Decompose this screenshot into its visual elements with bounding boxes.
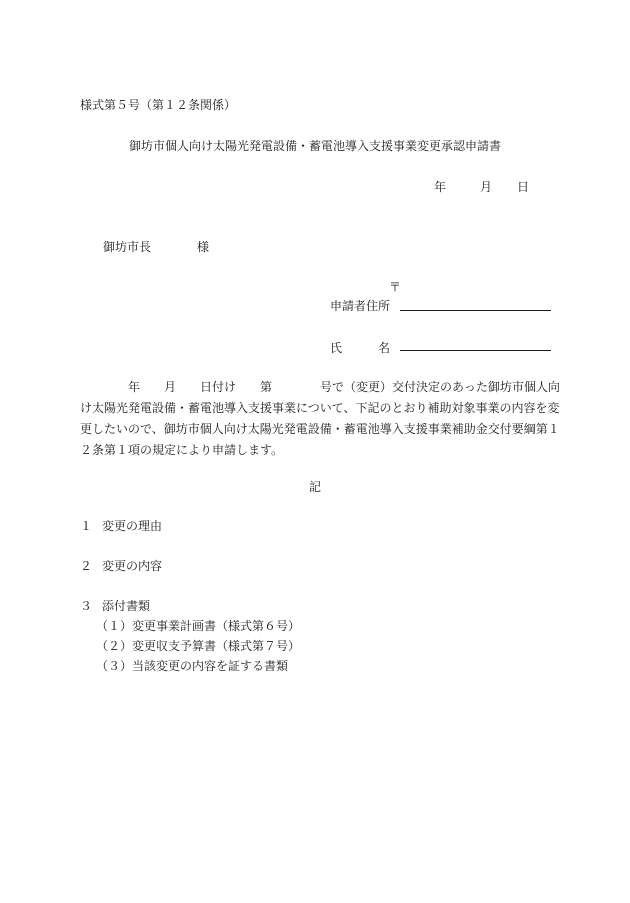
applicant-address-label: 申請者住所 <box>330 299 391 313</box>
item-change-reason <box>80 517 162 534</box>
ki-heading: 記 <box>308 480 321 494</box>
attachment-item: （３）当該変更の内容を証する書類 <box>96 659 289 673</box>
item-label: 変更の理由 <box>102 519 163 533</box>
applicant-name-field[interactable] <box>400 350 551 351</box>
item-change-content <box>80 557 162 574</box>
applicant-address-field[interactable] <box>400 310 551 311</box>
item-attachments <box>80 597 150 614</box>
body-line: け太陽光発電設備・蓄電池導入支援事業について、下記のとおり補助対象事業の内容を変 <box>80 401 560 415</box>
item-number: １ <box>80 519 93 533</box>
attachment-item: （２）変更収支予算書（様式第７号） <box>96 639 301 653</box>
item-number: ２ <box>80 559 93 573</box>
document-title: 御坊市個人向け太陽光発電設備・蓄電池導入支援事業変更承認申請書 <box>128 139 501 153</box>
date-day: 日 <box>517 180 530 194</box>
addressee-honorific: 様 <box>197 240 210 254</box>
body-line: 年 月 日付け 第 号で（変更）交付決定のあった御坊市個人向 <box>80 380 560 394</box>
body-line: ２条第１項の規定により申請します。 <box>80 443 284 457</box>
item-number: ３ <box>80 599 93 613</box>
item-label: 添付書類 <box>102 599 151 613</box>
form-number: 様式第５号（第１２条関係） <box>80 98 237 112</box>
addressee-name: 御坊市長 <box>103 240 152 254</box>
date-row <box>434 178 529 195</box>
request-body <box>80 377 560 461</box>
postal-mark: 〒 <box>389 280 402 294</box>
date-month: 月 <box>480 180 493 194</box>
applicant-name-label: 氏 名 <box>330 341 391 355</box>
attachment-item: （１）変更事業計画書（様式第６号） <box>96 619 301 633</box>
date-year: 年 <box>434 180 447 194</box>
item-label: 変更の内容 <box>102 559 163 573</box>
addressee <box>103 238 209 255</box>
body-line: 更したいので、御坊市個人向け太陽光発電設備・蓄電池導入支援事業補助金交付要綱第１ <box>80 422 560 436</box>
